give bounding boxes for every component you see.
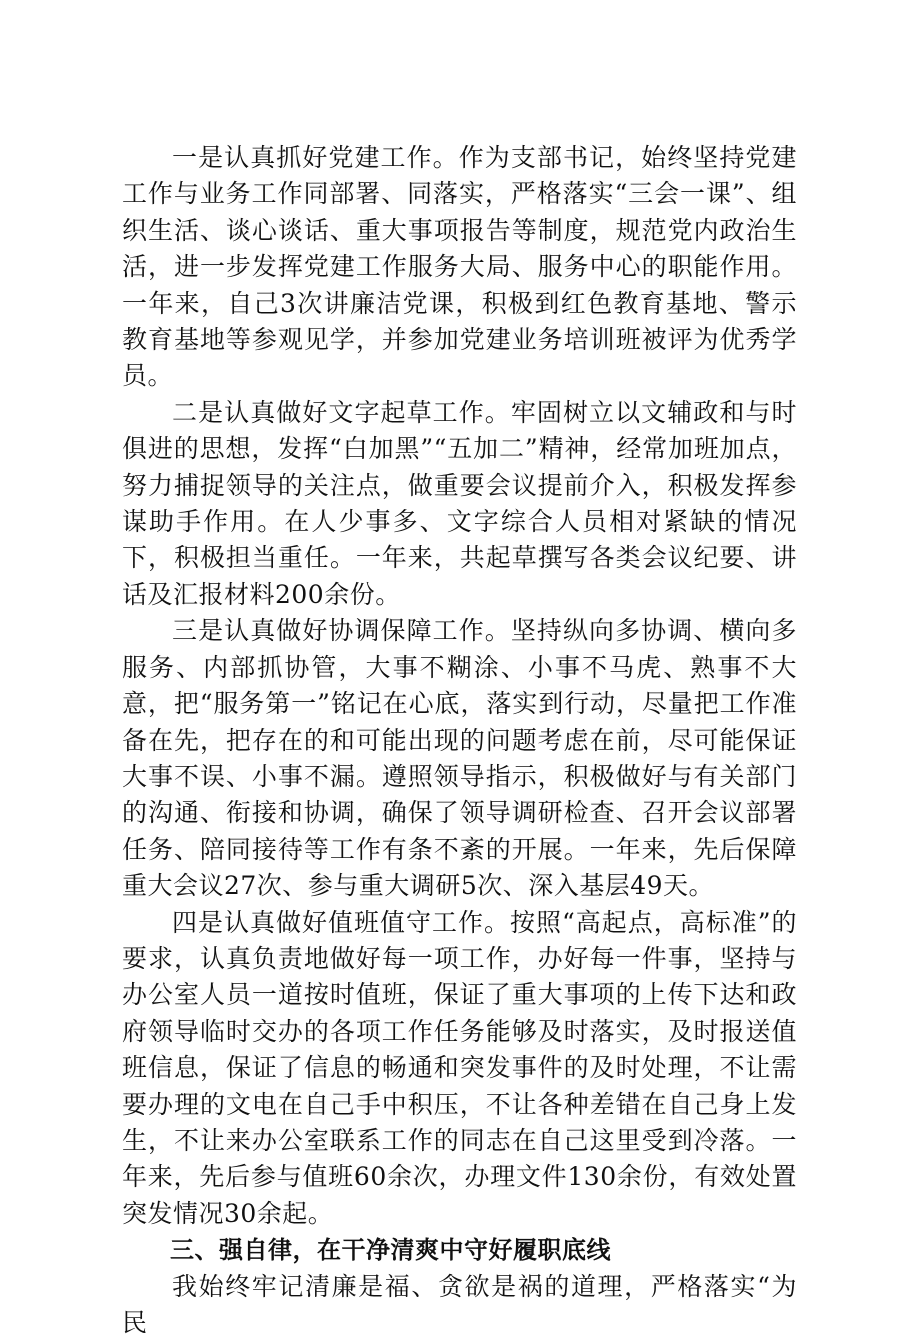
paragraph-party-building: 一是认真抓好党建工作。作为支部书记，始终坚持党建工作与业务工作同部署、同落实，严格落实“三会一课”、组织生活、谈心谈话、重大事项报告等制度，规范党内政治生活，进一步发挥党建工作服务大局、服务中心的职能作用。一年来，自己3次讲廉洁党课，积极到红色教育基地、警示教育基地等参观见学，并参加党建业务培训班被评为优秀学员。	[122, 143, 797, 391]
paragraph-coordination: 三是认真做好协调保障工作。坚持纵向多协调、横向多服务、内部抓协管，大事不糊涂、小事不马虎、熟事不大意，把“服务第一”铭记在心底，落实到行动，尽量把工作准备在先，把存在的和可能出现的问题考虑在前，尽可能保证大事不误、小事不漏。遵照领导指示，积极做好与有关部门的沟通、衔接和协调，确保了领导调研检查、召开会议部署任务、陪同接待等工作有条不紊的开展。一年来，先后保障重大会议27次、参与重大调研5次、深入基层49天。	[122, 616, 797, 901]
paragraph-self-discipline: 我始终牢记清廉是福、贪欲是祸的道理，严格落实“为民	[122, 1271, 797, 1337]
paragraph-duty: 四是认真做好值班值守工作。按照“高起点，高标准”的要求，认真负责地做好每一项工作，办好每一件事，坚持与办公室人员一道按时值班，保证了重大事项的上传下达和政府领导临时交办的各项工作任务能够及时落实，及时报送值班信息，保证了信息的畅通和突发事件的及时处理，不让需要办理的文电在自己手中积压，不让各种差错在自己身上发生，不让来办公室联系工作的同志在自己这里受到冷落。一年来，先后参与值班60余次，办理文件130余份，有效处置突发情况30余起。	[122, 907, 797, 1228]
paragraph-drafting: 二是认真做好文字起草工作。牢固树立以文辅政和与时俱进的思想，发挥“白加黑”“五加二”精神，经常加班加点，努力捕捉领导的关注点，做重要会议提前介入，积极发挥参谋助手作用。在人少事多、文字综合人员相对紧缺的情况下，积极担当重任。一年来，共起草撰写各类会议纪要、讲话及汇报材料200余份。	[122, 397, 797, 609]
document-body	[122, 140, 797, 1341]
section-heading: 三、强自律，在干净清爽中守好履职底线	[170, 1236, 611, 1265]
